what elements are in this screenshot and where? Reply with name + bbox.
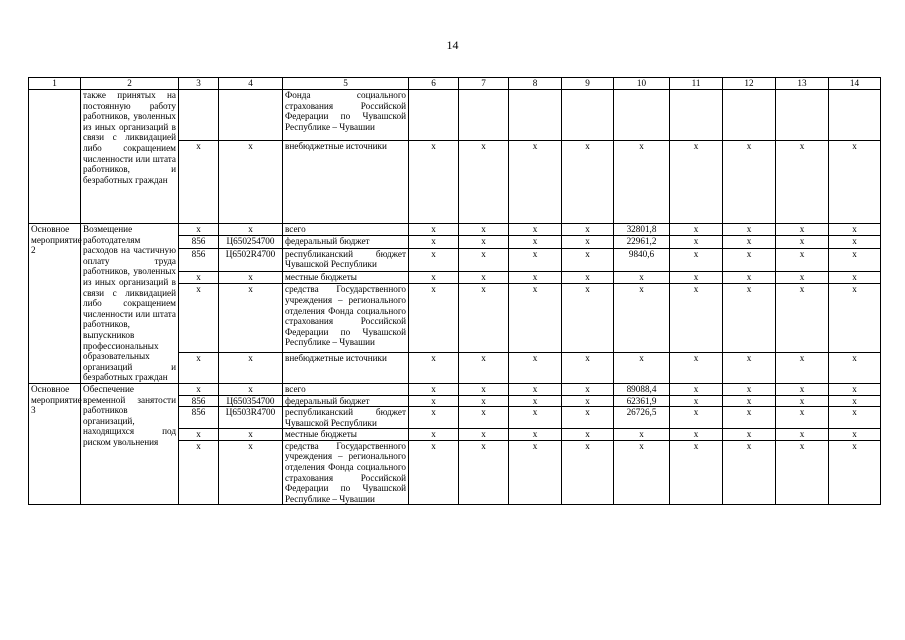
value-cell: х <box>776 352 829 383</box>
value-cell: х <box>509 248 562 272</box>
value-cell: х <box>459 141 509 224</box>
value-cell: х <box>459 236 509 248</box>
header-cell: 12 <box>723 78 776 90</box>
value-cell: х <box>829 236 881 248</box>
value-cell: х <box>409 248 459 272</box>
value-cell: х <box>829 383 881 395</box>
kbk-cell: х <box>219 383 283 395</box>
source-cell: средства Государственного учреждения – регионального отделения Фонда социального страхования Российской Федерации по Чувашской Республике – Чувашии <box>283 440 409 505</box>
value-cell: х <box>409 352 459 383</box>
value-cell: х <box>776 224 829 236</box>
source-cell: местные бюджеты <box>283 272 409 284</box>
source-cell: Фонда социального страхования Российской Федерации по Чувашской Республике – Чувашии <box>283 90 409 141</box>
value-cell: х <box>776 440 829 505</box>
value-cell: х <box>776 383 829 395</box>
value-cell: х <box>723 248 776 272</box>
value-cell: х <box>509 440 562 505</box>
value-cell: х <box>509 284 562 352</box>
source-cell: республиканский бюджет Чувашской Республики <box>283 407 409 429</box>
value-cell: х <box>670 272 723 284</box>
value-cell: х <box>409 395 459 407</box>
source-cell: федеральный бюджет <box>283 236 409 248</box>
value-cell: х <box>829 395 881 407</box>
value-cell: х <box>829 224 881 236</box>
value-cell: х <box>459 429 509 441</box>
kbk-cell: Ц6503R4700 <box>219 407 283 429</box>
value-cell: 22961,2 <box>614 236 670 248</box>
value-cell: х <box>670 352 723 383</box>
value-cell: х <box>562 284 614 352</box>
value-cell: х <box>409 224 459 236</box>
value-cell: х <box>459 224 509 236</box>
value-cell: х <box>723 383 776 395</box>
value-cell: х <box>409 236 459 248</box>
value-cell: х <box>562 236 614 248</box>
header-cell: 6 <box>409 78 459 90</box>
source-cell: внебюджетные источники <box>283 352 409 383</box>
value-cell: х <box>723 352 776 383</box>
value-cell: х <box>723 284 776 352</box>
value-cell: х <box>829 407 881 429</box>
value-cell: х <box>670 440 723 505</box>
value-cell: х <box>614 440 670 505</box>
value-cell: 32801,8 <box>614 224 670 236</box>
value-cell: х <box>723 407 776 429</box>
value-cell: х <box>409 383 459 395</box>
value-cell: х <box>614 352 670 383</box>
grbs-cell <box>179 90 219 141</box>
value-cell: х <box>562 272 614 284</box>
source-cell: республиканский бюджет Чувашской Республики <box>283 248 409 272</box>
grbs-cell: х <box>179 440 219 505</box>
value-cell: х <box>776 248 829 272</box>
value-cell: х <box>409 429 459 441</box>
header-cell: 7 <box>459 78 509 90</box>
value-cell: х <box>829 141 881 224</box>
value-cell: х <box>509 224 562 236</box>
value-cell: х <box>459 383 509 395</box>
value-cell: х <box>562 429 614 441</box>
value-cell: х <box>776 236 829 248</box>
header-cell: 4 <box>219 78 283 90</box>
value-cell: х <box>459 407 509 429</box>
value-cell: х <box>562 395 614 407</box>
value-cell: х <box>459 272 509 284</box>
value-cell: х <box>829 284 881 352</box>
value-cell: х <box>670 429 723 441</box>
value-cell: х <box>459 284 509 352</box>
value-cell: х <box>509 395 562 407</box>
value-cell: х <box>776 141 829 224</box>
value-cell: х <box>509 272 562 284</box>
value-cell: х <box>723 224 776 236</box>
value-cell: х <box>562 224 614 236</box>
value-cell: х <box>562 383 614 395</box>
value-cell: х <box>614 429 670 441</box>
value-cell: х <box>670 224 723 236</box>
grbs-cell: х <box>179 429 219 441</box>
measure-description: также принятых на постоянную работу работников, уволенных из иных организаций в связи с ликвидацией либо сокращением численности или штата работников, и безработных граждан <box>81 90 179 224</box>
value-cell: 9840,6 <box>614 248 670 272</box>
value-cell: х <box>776 272 829 284</box>
value-cell: х <box>562 141 614 224</box>
source-cell: федеральный бюджет <box>283 395 409 407</box>
grbs-cell: х <box>179 224 219 236</box>
kbk-cell: х <box>219 141 283 224</box>
header-cell: 14 <box>829 78 881 90</box>
value-cell: х <box>562 440 614 505</box>
measure-description: Возмещение работодателям расходов на частичную оплату труда работников, уволенных из иных организаций в связи с ликвидацией либо сокращением численности или штата работников, выпускников профессиональных образовательных организаций и безработных граждан <box>81 224 179 384</box>
kbk-cell: Ц6502R4700 <box>219 248 283 272</box>
value-cell: х <box>670 141 723 224</box>
header-cell: 9 <box>562 78 614 90</box>
value-cell: х <box>776 284 829 352</box>
grbs-cell: 856 <box>179 407 219 429</box>
value-cell: х <box>614 284 670 352</box>
header-cell: 5 <box>283 78 409 90</box>
grbs-cell: х <box>179 383 219 395</box>
value-cell: х <box>459 395 509 407</box>
value-cell: 26726,5 <box>614 407 670 429</box>
value-cell: х <box>670 284 723 352</box>
table-row <box>29 224 881 236</box>
value-cell: х <box>509 407 562 429</box>
value-cell: х <box>829 272 881 284</box>
header-cell: 11 <box>670 78 723 90</box>
table-row <box>29 90 881 141</box>
table-row <box>29 383 881 395</box>
value-cell: 89088,4 <box>614 383 670 395</box>
value-cell: х <box>562 248 614 272</box>
value-cell: х <box>670 395 723 407</box>
value-cell: х <box>409 141 459 224</box>
budget-table <box>28 77 881 505</box>
value-cell: 62361,9 <box>614 395 670 407</box>
kbk-cell: х <box>219 224 283 236</box>
value-cell: х <box>723 440 776 505</box>
kbk-cell: х <box>219 352 283 383</box>
value-cell: х <box>776 395 829 407</box>
grbs-cell: 856 <box>179 236 219 248</box>
kbk-cell: Ц650254700 <box>219 236 283 248</box>
value-cell: х <box>776 429 829 441</box>
value-cell: х <box>409 407 459 429</box>
value-cell: х <box>409 272 459 284</box>
header-cell: 2 <box>81 78 179 90</box>
kbk-cell: х <box>219 440 283 505</box>
value-cell: х <box>614 141 670 224</box>
value-cell: х <box>670 383 723 395</box>
value-cell: х <box>409 284 459 352</box>
value-cell: х <box>509 141 562 224</box>
grbs-cell: х <box>179 141 219 224</box>
grbs-cell: 856 <box>179 248 219 272</box>
grbs-cell: х <box>179 352 219 383</box>
value-cell: х <box>723 395 776 407</box>
value-cell: х <box>509 236 562 248</box>
value-cell: х <box>670 407 723 429</box>
value-cell: х <box>829 352 881 383</box>
value-cell: х <box>776 407 829 429</box>
kbk-cell: х <box>219 429 283 441</box>
value-cell: х <box>409 440 459 505</box>
value-cell: х <box>723 429 776 441</box>
value-cell: х <box>829 440 881 505</box>
kbk-cell: х <box>219 272 283 284</box>
empty-cell <box>29 90 81 224</box>
value-cell: х <box>829 429 881 441</box>
header-cell: 1 <box>29 78 81 90</box>
value-cell: х <box>723 141 776 224</box>
value-cell: х <box>509 383 562 395</box>
value-cell: х <box>509 429 562 441</box>
value-cell: х <box>723 272 776 284</box>
header-cell: 10 <box>614 78 670 90</box>
value-cell: х <box>562 407 614 429</box>
grbs-cell: 856 <box>179 395 219 407</box>
measure-title: Основное мероприятие 2 <box>29 224 81 384</box>
grbs-cell: х <box>179 284 219 352</box>
header-cell: 3 <box>179 78 219 90</box>
kbk-cell: х <box>219 284 283 352</box>
value-cell: х <box>829 248 881 272</box>
source-cell: внебюджетные источники <box>283 141 409 224</box>
measure-title: Основное мероприятие 3 <box>29 383 81 505</box>
header-cell: 8 <box>509 78 562 90</box>
source-cell: всего <box>283 224 409 236</box>
measure-description: Обеспечение временной занятости работников организаций, находящихся под риском увольнения <box>81 383 179 505</box>
source-cell: всего <box>283 383 409 395</box>
grbs-cell: х <box>179 272 219 284</box>
value-cell: х <box>562 352 614 383</box>
value-cell: х <box>509 352 562 383</box>
kbk-cell: Ц650354700 <box>219 395 283 407</box>
source-cell: средства Государственного учреждения – регионального отделения Фонда социального страхования Российской Федерации по Чувашской Республике – Чувашии <box>283 284 409 352</box>
value-cell: х <box>670 236 723 248</box>
value-cell: х <box>670 248 723 272</box>
value-cell: х <box>459 440 509 505</box>
kbk-cell <box>219 90 283 141</box>
page-number: 14 <box>446 38 459 52</box>
value-cell: х <box>614 272 670 284</box>
value-cell: х <box>459 248 509 272</box>
header-cell: 13 <box>776 78 829 90</box>
header-row <box>29 78 881 90</box>
source-cell: местные бюджеты <box>283 429 409 441</box>
value-cell: х <box>723 236 776 248</box>
value-cell: х <box>459 352 509 383</box>
